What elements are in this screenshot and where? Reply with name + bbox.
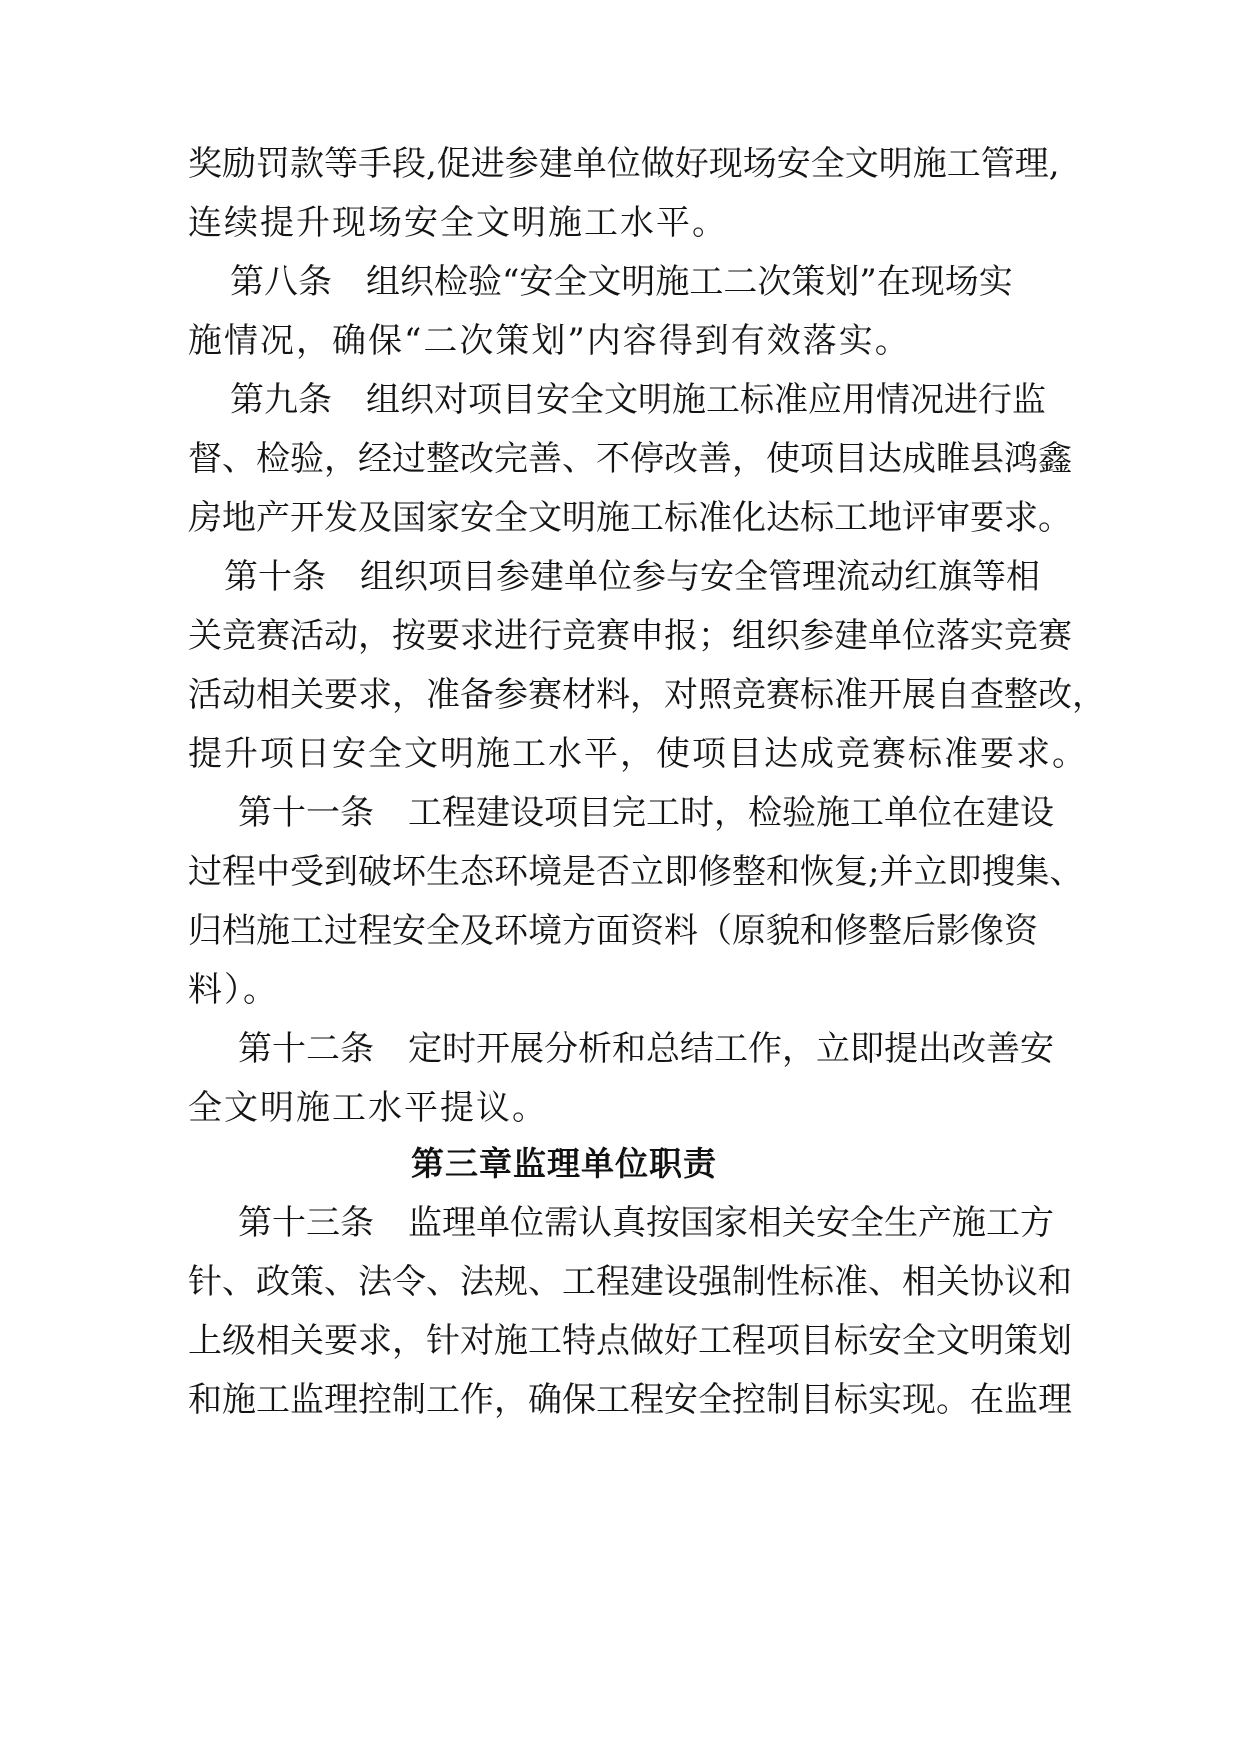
article-8-line: 第八条 组织检验“安全文明施工二次策划”在现场实 <box>230 262 1013 302</box>
text-line: 全文明施工水平提议。 <box>188 1088 548 1128</box>
text-line: 针、政策、法令、法规、工程建设强制性标准、相关协议和 <box>188 1262 1072 1302</box>
article-10-line: 第十条 组织项目参建单位参与安全管理流动红旗等相 <box>224 557 1040 597</box>
text-line: 和施工监理控制工作，确保工程安全控制目标实现。在监理 <box>188 1380 1072 1420</box>
text-line: 连续提升现场安全文明施工水平。 <box>188 203 728 243</box>
article-13-line: 第十三条 监理单位需认真按国家相关安全生产施工方 <box>238 1203 1054 1243</box>
chapter-heading: 第三章监理单位职责 <box>411 1144 717 1183</box>
text-line: 上级相关要求，针对施工特点做好工程项目标安全文明策划 <box>188 1321 1072 1361</box>
text-line: 活动相关要求，准备参赛材料，对照竞赛标准开展自查整改， <box>188 675 1106 715</box>
text-line: 奖励罚款等手段,促进参建单位做好现场安全文明施工管理, <box>188 144 1060 184</box>
text-line: 过程中受到破坏生态环境是否立即修整和恢复;并立即搜集、 <box>188 852 1084 892</box>
text-line: 房地产开发及国家安全文明施工标准化达标工地评审要求。 <box>188 498 1072 538</box>
text-line: 关竞赛活动，按要求进行竞赛申报；组织参建单位落实竞赛 <box>188 616 1072 656</box>
text-line: 督、检验，经过整改完善、不停改善，使项目达成睢县鸿鑫 <box>188 439 1072 479</box>
text-line: 施情况，确保“二次策划”内容得到有效落实。 <box>188 321 911 361</box>
text-line: 料）。 <box>188 970 279 1010</box>
article-11-line: 第十一条 工程建设项目完工时，检验施工单位在建设 <box>238 793 1054 833</box>
article-9-line: 第九条 组织对项目安全文明施工标准应用情况进行监 <box>230 380 1046 420</box>
article-12-line: 第十二条 定时开展分析和总结工作，立即提出改善安 <box>238 1029 1054 1069</box>
text-line: 提升项日安全文明施工水平，使项目达成竞赛标准要求。 <box>188 734 1088 774</box>
text-line: 归档施工过程安全及环境方面资料（原貌和修整后影像资 <box>188 911 1038 951</box>
